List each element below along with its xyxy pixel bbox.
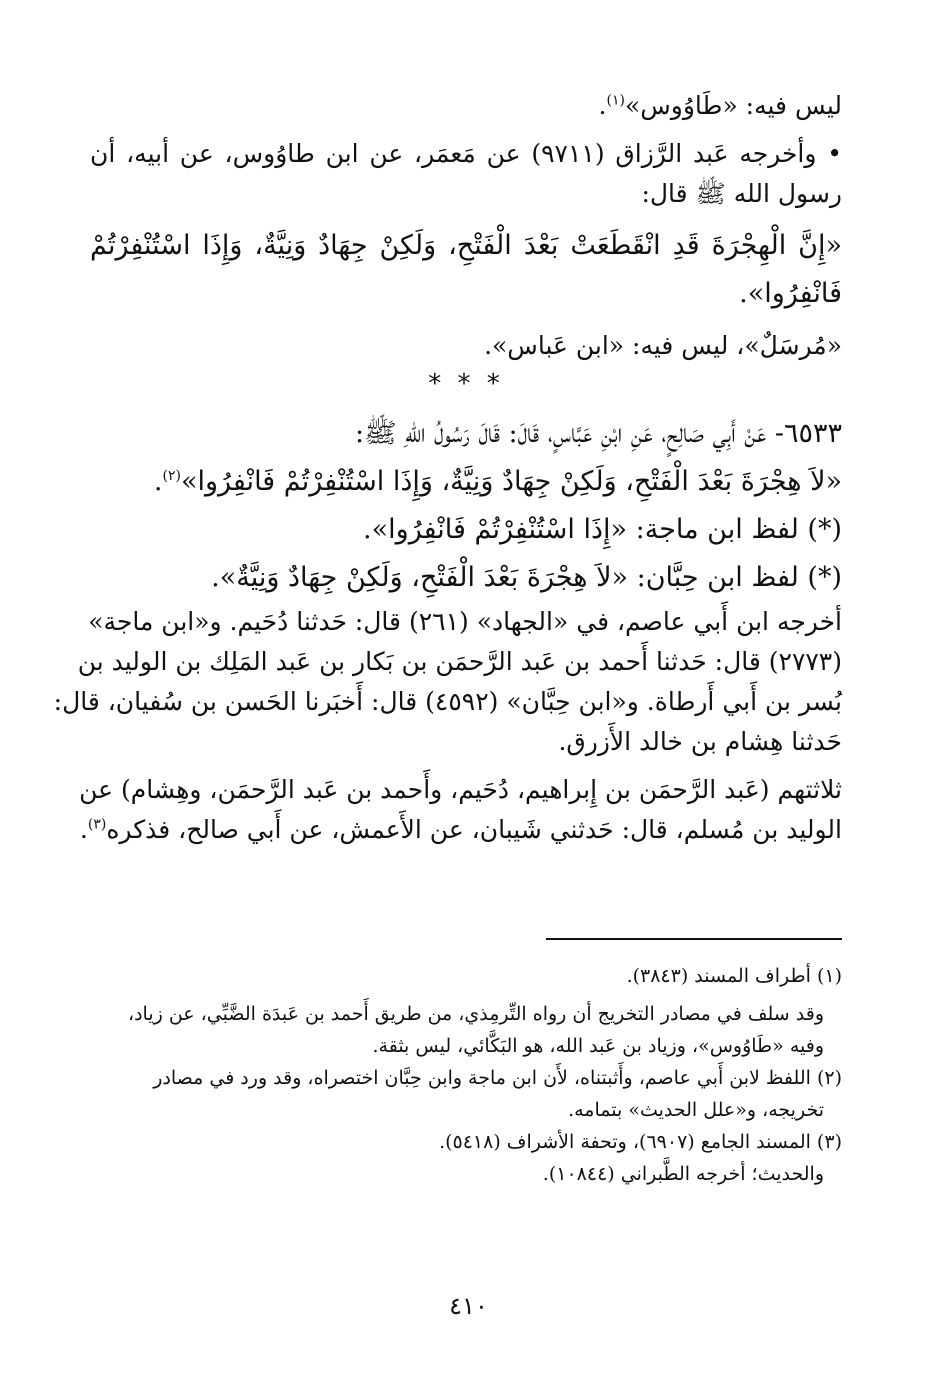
variant-ibn-majah: (*) لفظ ابن ماجة: «إِذَا اسْتُنْفِرْتُمْ فَانْفِرُوا». (363, 514, 842, 545)
paragraph-not-in-it: ليس فيه: «طَاوُوس»$^{(١)}$. (598, 91, 842, 120)
takhrij-line-2: (٢٧٧٣) قال: حَدثنا أَحمد بن عَبد الرَّحمَن بن بَكار بن عَبد المَلِك بن الوليد بن (77, 647, 842, 676)
footnote-3-line-2: والحديث؛ أخرجه الطَّبراني (١٠٨٤٤). (542, 1163, 824, 1185)
footnote-divider (546, 938, 842, 940)
takhrij-line-3: بُسر بن أَبي أَرطاة. و«ابن حِبَّان» (٤٥٩٢) قال: أَخبَرنا الحَسن بن سُفيان، قال: (53, 687, 842, 716)
main-text (53, 86, 842, 850)
footnote-3-line-1: (٣) المسند الجامع (٦٩٠٧)، وتحفة الأشراف (٥٤١٨). (439, 1131, 842, 1153)
text-line: ليس فيه: «طَاوُوس» (624, 91, 842, 120)
page-number: ٤١٠ (449, 1292, 488, 1320)
takhrij-line-1: أخرجه ابن أَبي عاصم، في «الجهاد» (٢٦١) قال: حَدثنا دُحَيم. و«ابن ماجة» (88, 607, 842, 636)
mursal-note: «مُرسَلٌ»، ليس فيه: «ابن عَباس». (484, 331, 842, 360)
paragraph-abd-al-razzaq-line-2: رسول الله ﷺ قال: (641, 179, 842, 208)
text-line: الوليد بن مُسلم، قال: حَدثني شَيبان، عن الأَعمش، عن أَبي صالح، فذكره (106, 815, 842, 844)
footnote-ref-1: (١) (606, 92, 625, 109)
footnote-1-line-1: (١) أطراف المسند (٣٨٤٣). (626, 965, 842, 987)
paragraph-abd-al-razzaq-line-1: • وأخرجه عَبد الرَّزاق (٩٧١١) عن مَعمَر، عن ابن طاوُوس، عن أبيه، أن (90, 139, 842, 168)
chain-line-1: ثلاثتهم (عَبد الرَّحمَن بن إِبراهيم، دُحَيم، وأَحمد بن عَبد الرَّحمَن، وهِشام) عن (79, 775, 842, 804)
footnotes (90, 960, 842, 1190)
footnote-2-line-1: (٢) اللفظ لابن أَبي عاصم، وأَثبتناه، لأَن ابن ماجة وابن حِبَّان اختصراه، وقد ورد في مصادر (153, 1067, 842, 1089)
hadith-text-line-2: فَانْفِرُوا». (739, 278, 842, 309)
variant-ibn-hibban: (*) لفظ ابن حِبَّان: «لاَ هِجْرَةَ بَعْدَ الْفَتْحِ، وَلَكِنْ جِهَادٌ وَنِيَّةٌ». (211, 562, 842, 593)
hadith-6533-line-2: «لاَ هِجْرَةَ بَعْدَ الْفَتْحِ، وَلَكِنْ جِهَادٌ وَنِيَّةٌ، وَإِذَا اسْتُنْفِرْتُمْ فَانْفِرُوا»$^{(٢)}$. (153, 466, 842, 497)
footnote-2-line-2: تخريجه، و«علل الحديث» بتمامه. (568, 1099, 824, 1121)
text-line: «لاَ هِجْرَةَ بَعْدَ الْفَتْحِ، وَلَكِنْ جِهَادٌ وَنِيَّةٌ، وَإِذَا اسْتُنْفِرْتُمْ فَانْفِرُوا» (180, 466, 842, 497)
footnote-1-line-3: وفيه «طَاوُوس»، وزياد بن عَبد الله، هو البَكَّائي، ليس بثقة. (372, 1035, 824, 1057)
hadith-text-line-1: «إِنَّ الْهِجْرَةَ قَدِ انْقَطَعَتْ بَعْدَ الْفَتْحِ، وَلَكِنْ جِهَادٌ وَنِيَّةٌ، وَإِذَا اسْتُنْفِرْتُمْ (90, 230, 842, 261)
footnote-1-line-2: وقد سلف في مصادر التخريج أن رواه التِّرمِذي، من طريق أَحمد بن عَبدَة الضَّبِّي، عن زياد، (127, 1003, 824, 1025)
chain-line-2: الوليد بن مُسلم، قال: حَدثني شَيبان، عن الأَعمش، عن أَبي صالح، فذكره$^{(٣)}$. (79, 815, 842, 844)
hadith-6533-line-1: ٦٥٣٣- عَنْ أَبِي صَالِحٍ، عَنِ ابْنِ عَبَّاسٍ، قَالَ: قَالَ رَسُولُ اللهِ ﷺ: (354, 418, 842, 449)
footnote-ref-2: (٢) (162, 468, 181, 484)
footnote-ref-3: (٣) (87, 816, 107, 833)
takhrij-line-4: حَدثنا هِشام بن خالد الأَزرق. (558, 727, 842, 756)
section-separator: * * * (428, 369, 504, 399)
